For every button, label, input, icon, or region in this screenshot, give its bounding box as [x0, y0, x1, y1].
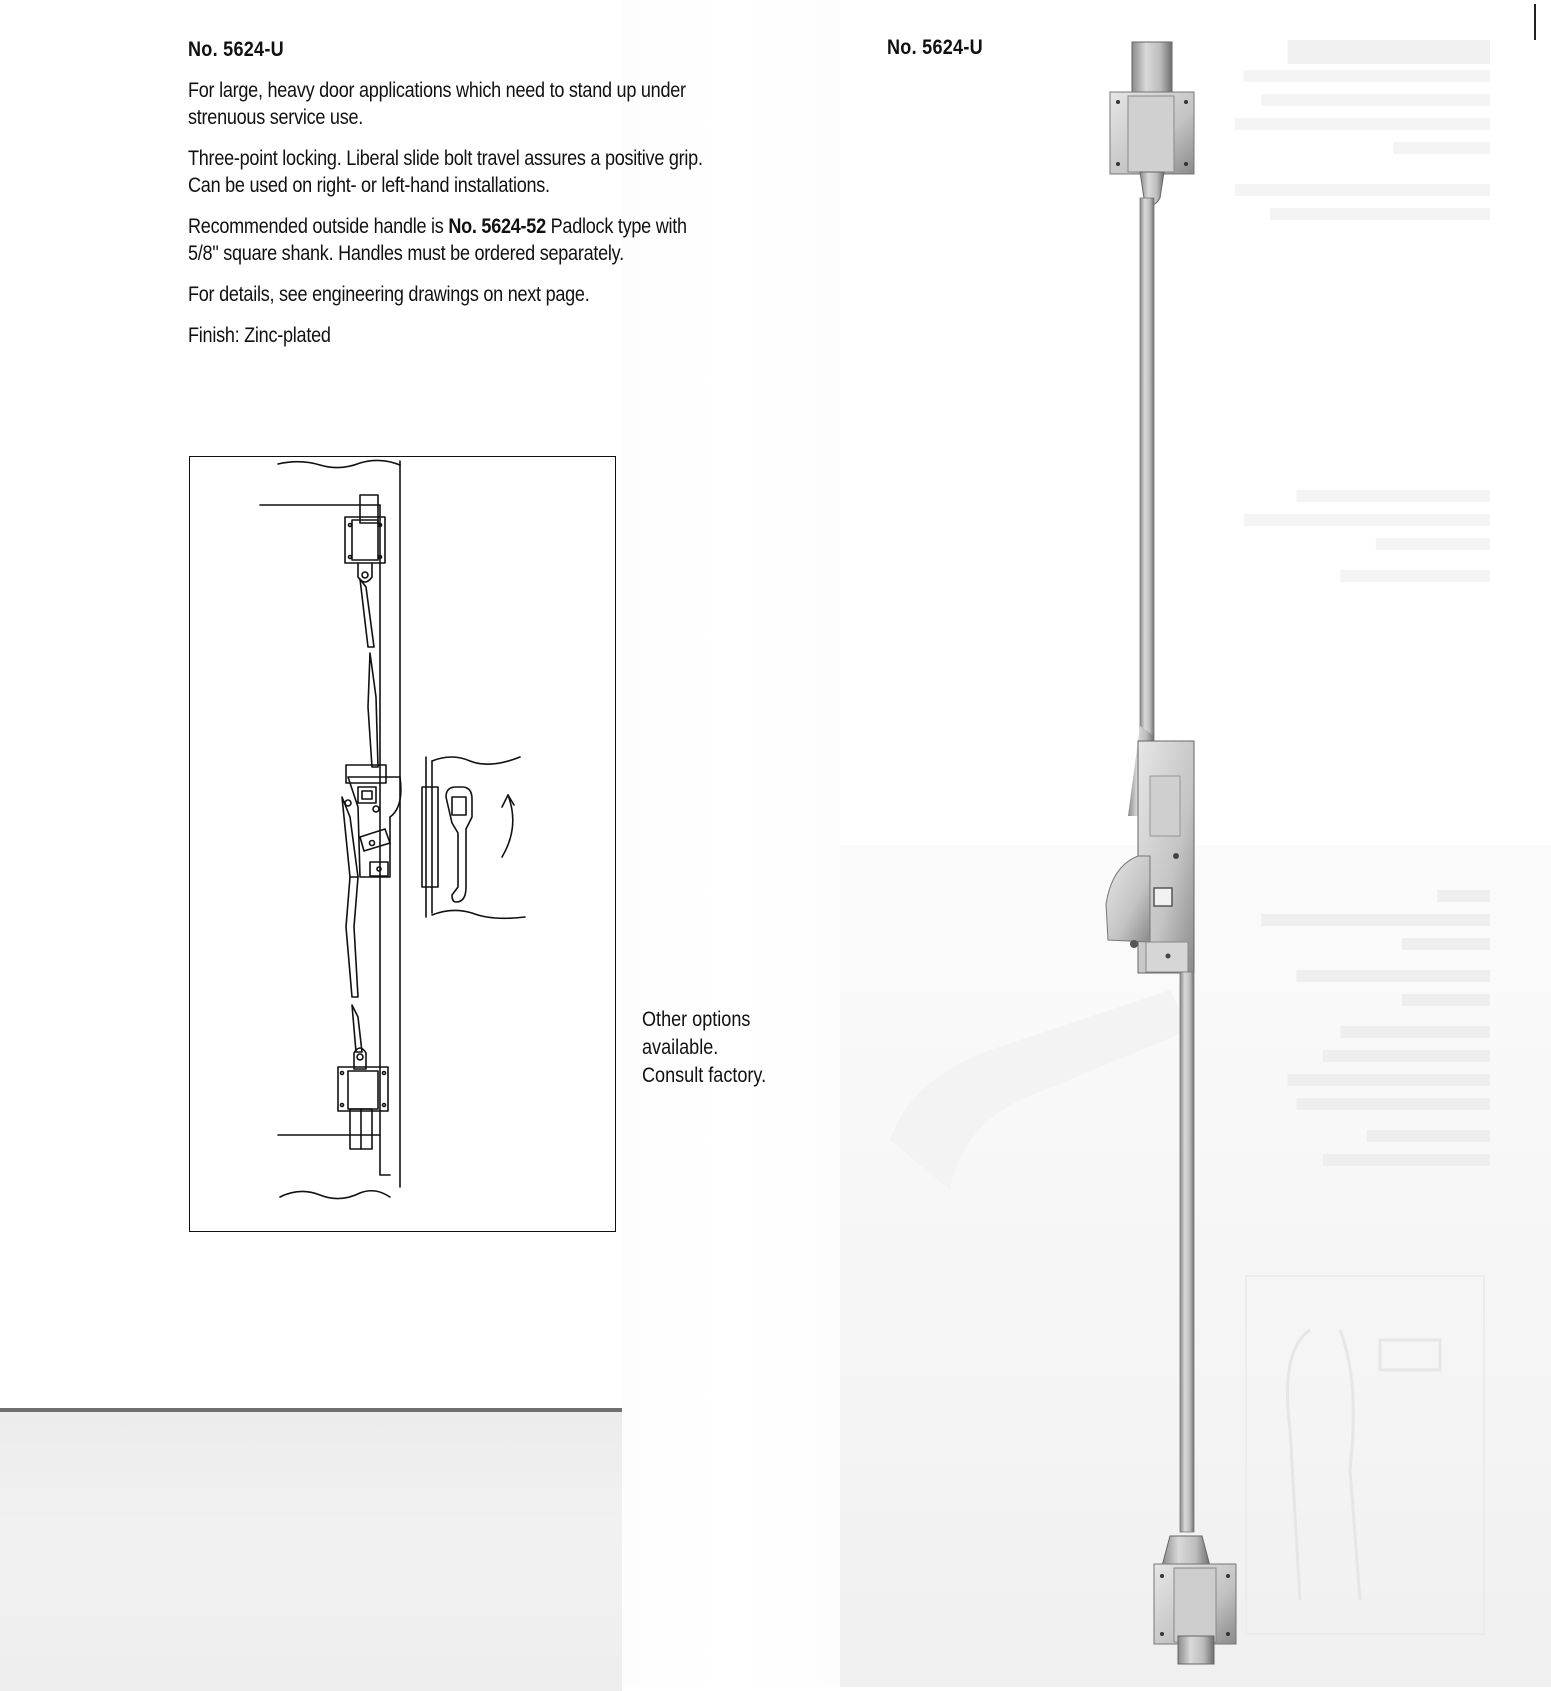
installation-drawing: [189, 456, 616, 1232]
bleed-through-text-3: [1261, 890, 1490, 1230]
lower-rod: [1180, 972, 1194, 1532]
handle-recommendation: [188, 213, 713, 267]
installation-drawing-art: [190, 457, 617, 1233]
bottom-bolt: [1178, 1636, 1214, 1664]
page-edge-mark: [1534, 4, 1536, 40]
handle-prefix: Recommended outside handle is: [188, 215, 449, 238]
options-note-line3: Consult factory.: [642, 1064, 767, 1087]
handle-model: No. 5624-52: [448, 215, 546, 238]
options-note-line2: available.: [642, 1036, 719, 1059]
locking-text: Three-point locking. Liberal slide bolt travel assures a positive grip. Can be used on right- or left-hand installations.: [188, 147, 703, 197]
bleed-through-text: [1235, 40, 1490, 260]
product-photo: [1090, 36, 1260, 1666]
product-title: No. 5624-U: [188, 38, 284, 61]
bleed-through-text-2: [1244, 490, 1490, 610]
upper-rod: [1140, 198, 1154, 753]
next-page-edge: [0, 1408, 622, 1691]
product-description: [188, 36, 713, 363]
finish-text: Finish: Zinc-plated: [188, 324, 331, 347]
application-text: For large, heavy door applications which need to stand up under strenuous service use.: [188, 79, 686, 129]
bleed-through-handle-image: [1240, 1270, 1490, 1640]
details-text: For details, see engineering drawings on next page.: [188, 283, 590, 306]
photo-caption-title: No. 5624-U: [887, 36, 983, 59]
handle-suffix: Padlock type with 5/8" square shank. Handles must be ordered separately.: [188, 215, 687, 265]
options-note-line1: Other options: [642, 1008, 751, 1031]
options-note: [642, 1006, 805, 1090]
